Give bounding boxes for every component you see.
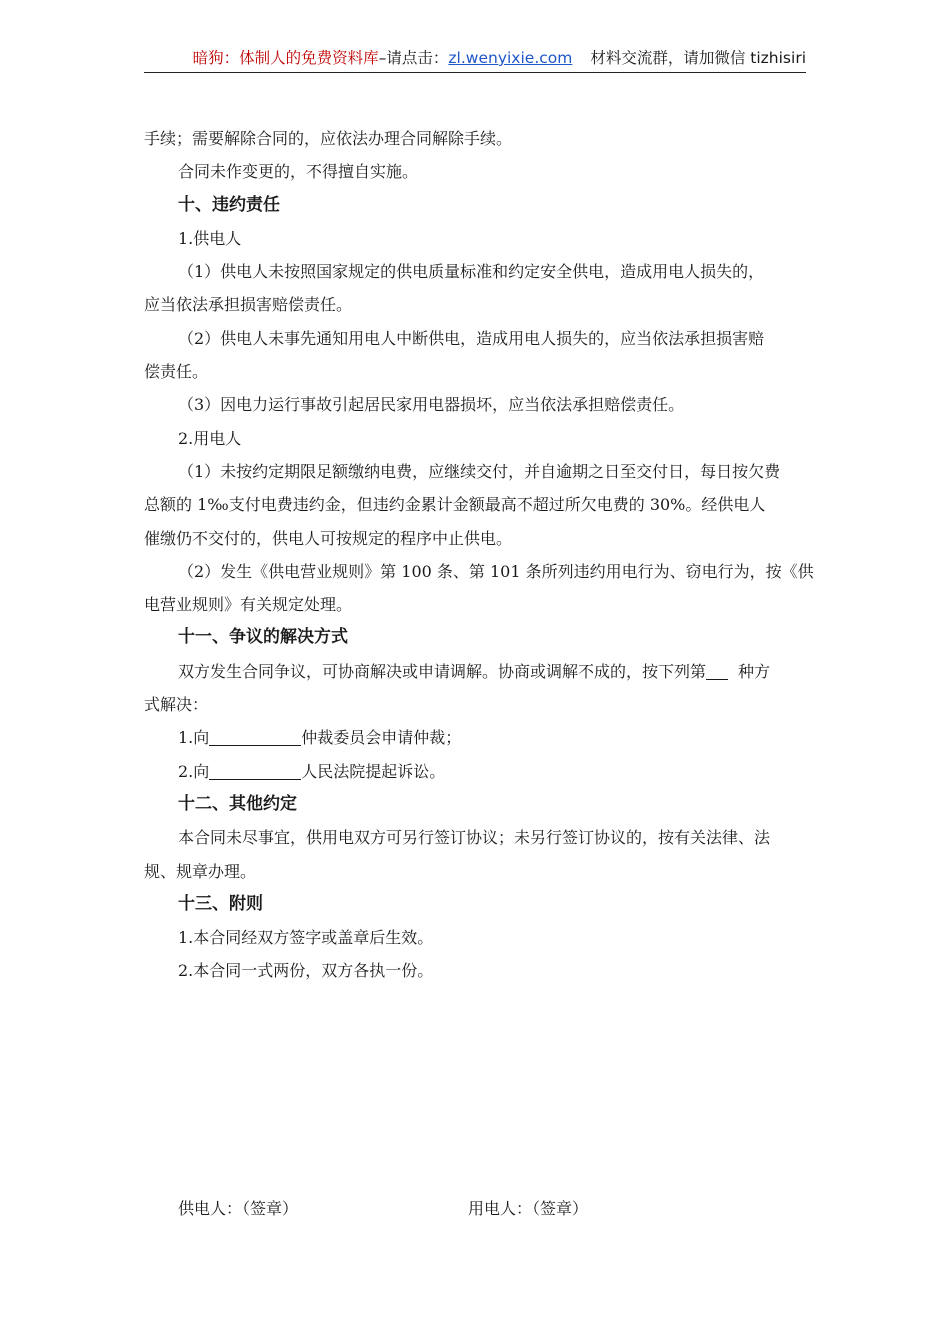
user-signature: 用电人：（签章） bbox=[468, 1199, 589, 1218]
paragraph-line bbox=[144, 721, 806, 754]
paragraph-line: 催缴仍不交付的，供电人可按规定的程序中止供电。 bbox=[144, 528, 513, 548]
option-number: 1.向 bbox=[178, 728, 210, 748]
section-heading-11: 十一、争议的解决方式 bbox=[178, 627, 348, 648]
paragraph-line: 2.本合同一式两份，双方各执一份。 bbox=[178, 961, 434, 981]
page-header bbox=[144, 46, 806, 73]
header-brand: 暗狗：体制人的免费资料库 bbox=[192, 49, 379, 67]
paragraph-line: 总额的 1‰支付电费违约金，但违约金累计金额最高不超过所欠电费的 30%。经供电人 bbox=[144, 495, 766, 515]
paragraph-line: （2）供电人未事先通知用电人中断供电，造成用电人损失的，应当依法承担损害赔 bbox=[178, 328, 765, 348]
supplier-signature: 供电人：（签章） bbox=[178, 1199, 299, 1218]
dispute-text-end: 种方 bbox=[738, 661, 771, 681]
paragraph-line: （1）供电人未按照国家规定的供电质量标准和约定安全供电，造成用电人损失的， bbox=[178, 262, 765, 282]
paragraph-line: 手续；需要解除合同的，应依法办理合同解除手续。 bbox=[144, 129, 513, 148]
arbitration-committee-blank[interactable] bbox=[209, 727, 301, 746]
dispute-text: 双方发生合同争议，可协商解决或申请调解。协商或调解不成的，按下列第 bbox=[178, 661, 707, 681]
paragraph-line: （3）因电力运行事故引起居民家用电器损坏，应当依法承担赔偿责任。 bbox=[178, 395, 685, 415]
option-text: 人民法院提起诉讼。 bbox=[301, 761, 446, 781]
paragraph-line: 电营业规则》有关规定处理。 bbox=[144, 595, 353, 615]
paragraph-line: 本合同未尽事宜，供用电双方可另行签订协议；未另行签订协议的，按有关法律、法 bbox=[178, 828, 771, 848]
section-heading-13: 十三、附则 bbox=[178, 893, 263, 914]
paragraph-line: 1.本合同经双方签字或盖章后生效。 bbox=[178, 928, 434, 948]
dispute-method-blank[interactable] bbox=[706, 661, 728, 680]
paragraph-line: 式解决： bbox=[144, 695, 209, 715]
section-heading-12: 十二、其他约定 bbox=[178, 793, 297, 814]
subsection-user: 2.用电人 bbox=[178, 428, 242, 448]
paragraph-line: 合同未作变更的，不得擅自实施。 bbox=[178, 162, 419, 182]
option-number: 2.向 bbox=[178, 761, 210, 781]
paragraph-line: 偿责任。 bbox=[144, 362, 209, 382]
court-blank[interactable] bbox=[209, 761, 301, 780]
paragraph-line: （1）未按约定期限足额缴纳电费，应继续交付，并自逾期之日至交付日，每日按欠费 bbox=[178, 461, 781, 481]
header-link[interactable]: zl.wenyixie.com bbox=[448, 49, 573, 67]
paragraph-line bbox=[144, 755, 806, 788]
option-text: 仲裁委员会申请仲裁； bbox=[301, 728, 462, 748]
paragraph-line: 规、规章办理。 bbox=[144, 861, 257, 881]
header-wechat: 材料交流群，请加微信 tizhisiri bbox=[590, 49, 806, 67]
subsection-supplier: 1.供电人 bbox=[178, 228, 242, 248]
header-prompt: –请点击： bbox=[378, 49, 449, 67]
paragraph-line bbox=[144, 655, 806, 688]
paragraph-line: 应当依法承担损害赔偿责任。 bbox=[144, 295, 353, 315]
paragraph-line: （2）发生《供电营业规则》第 100 条、第 101 条所列违约用电行为、窃电行为，按《供 bbox=[178, 561, 814, 581]
contract-body bbox=[144, 122, 814, 988]
section-heading-10: 十、违约责任 bbox=[178, 194, 280, 215]
